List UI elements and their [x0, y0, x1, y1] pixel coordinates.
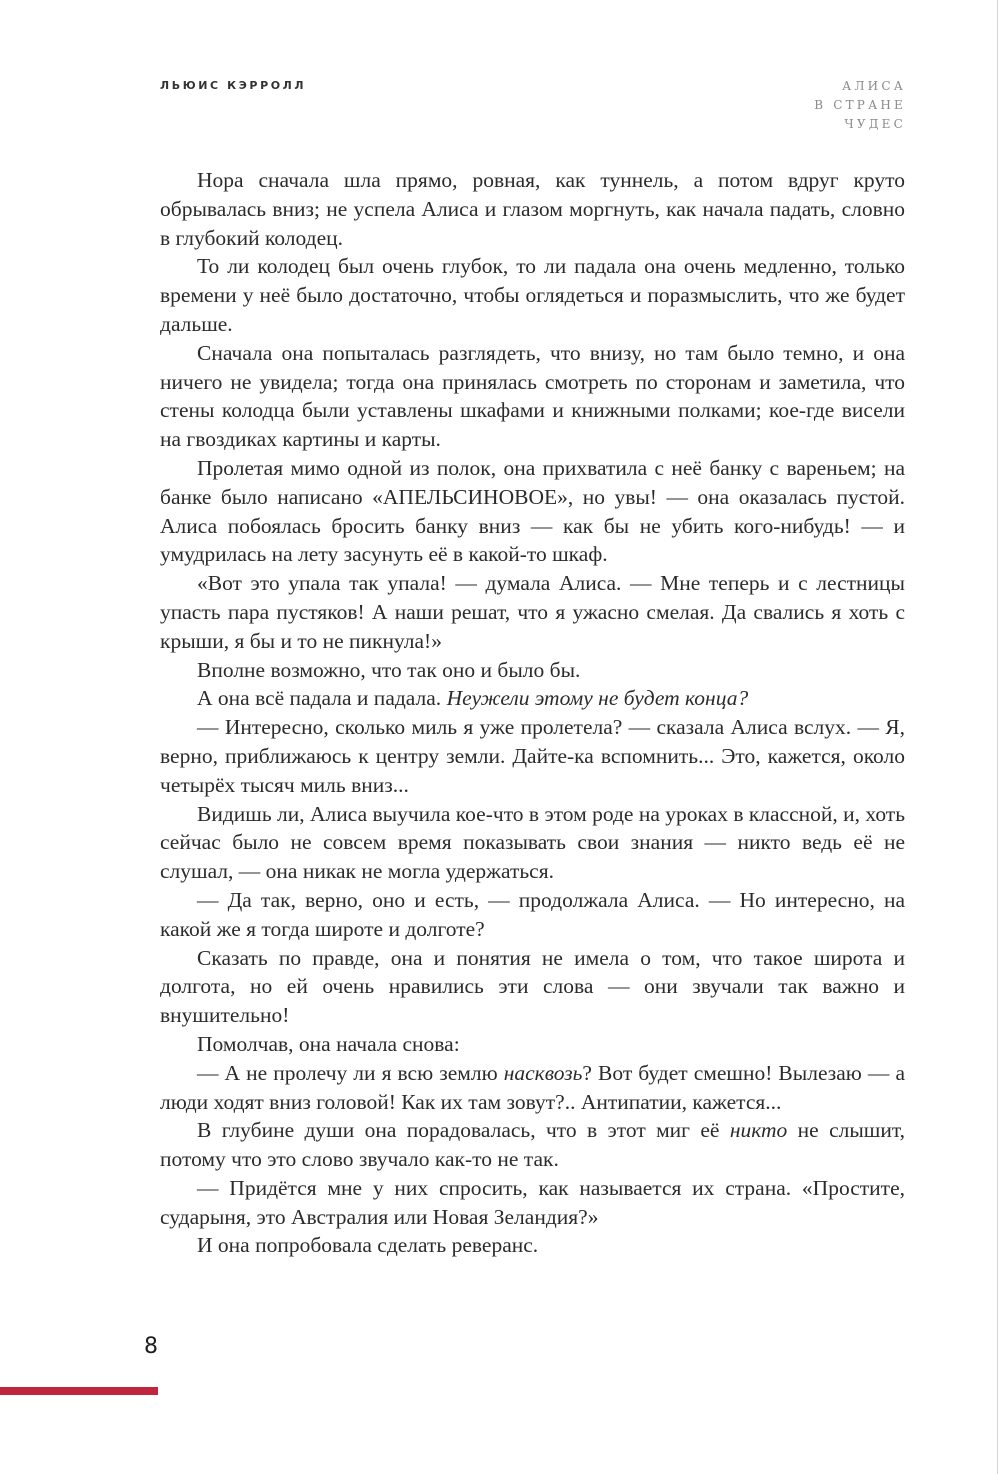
- text-run: Видишь ли, Алиса выучила кое-что в этом роде на уроках в классной, и, хоть сейчас было не совсем время показывать свои знания — никто ведь её не слушал, — она никак не могла удержаться.: [160, 801, 906, 884]
- text-run: Вполне возможно, что так оно и было бы.: [197, 657, 581, 682]
- text-run: Сначала она попыталась разглядеть, что внизу, но там было темно, и она ничего не увидела; тогда она принялась смотреть по сторонам и заметила, что стены колодца были уставлены шкафами и книжными полками; кое-где висели на гвоздиках картины и карты.: [160, 340, 905, 452]
- paragraph: [160, 166, 905, 252]
- running-header-title-line: АЛИСА: [842, 79, 906, 93]
- italic-text: Неужели этому не будет конца?: [446, 686, 749, 711]
- text-run: — А не пролечу ли я всю землю: [197, 1060, 504, 1085]
- running-header-author: ЛЬЮИС КЭРРОЛЛ: [160, 79, 307, 92]
- paragraph: [160, 1059, 905, 1117]
- paragraph: [160, 339, 905, 454]
- running-header-book-title: [706, 77, 906, 134]
- text-run: Помолчав, она начала снова:: [197, 1031, 460, 1056]
- paragraph: [160, 1116, 905, 1174]
- text-run: Сказать по правде, она и понятия не имела о том, что такое широта и долгота, но ей очень нравились эти слова — они звучали так важно и внушительно!: [160, 945, 905, 1028]
- text-run: Пролетая мимо одной из полок, она прихватила с неё банку с вареньем; на банке было написано «АПЕЛЬСИНОВОЕ», но увы! — она оказалась пустой. Алиса побоялась бросить банку вниз — как бы не убить кого-нибудь! — и умудрилась на лету засунуть её в какой-то шкаф.: [160, 455, 905, 567]
- paragraph: [160, 656, 905, 685]
- text-run: А она всё падала и падала.: [197, 686, 447, 711]
- paragraph: [160, 713, 905, 799]
- italic-text: никто: [729, 1118, 788, 1143]
- paragraph: [160, 1030, 905, 1059]
- page-edge-rule: [997, 0, 998, 1474]
- text-run: В глубине души она порадовалась, что в этот миг её: [197, 1118, 730, 1143]
- paragraph: [160, 886, 905, 944]
- accent-bar: [0, 1387, 158, 1395]
- paragraph: [160, 944, 905, 1030]
- body-text: [160, 166, 905, 1260]
- text-run: — Придётся мне у них спросить, как называется их страна. «Простите, сударыня, это Австралия или Новая Зеландия?»: [160, 1175, 905, 1229]
- paragraph: [160, 454, 905, 569]
- paragraph: [160, 252, 905, 338]
- text-run: ? Вот будет смешно! Вылезаю — а люди ходят вниз головой! Как их там зовут?.. Антипатии, кажется...: [160, 1060, 905, 1114]
- text-run: И она попробовала сделать реверанс.: [197, 1233, 539, 1258]
- paragraph: [160, 1231, 905, 1260]
- text-run: То ли колодец был очень глубок, то ли падала она очень медленно, только времени у неё было достаточно, чтобы оглядеться и поразмыслить, что же будет дальше.: [160, 254, 905, 336]
- paragraph: [160, 1174, 905, 1232]
- running-header-title-line: ЧУДЕС: [844, 117, 906, 131]
- italic-text: насквозь: [503, 1060, 583, 1085]
- text-run: «Вот это упала так упала! — думала Алиса. — Мне теперь и с лестницы упасть пара пустяков! А наши решат, что я ужасно смелая. Да свались я хоть с крыши, я бы и то не пикнула!»: [160, 571, 905, 653]
- text-run: не слышит, потому что это слово звучало как-то не так.: [160, 1118, 906, 1172]
- text-run: — Да так, верно, оно и есть, — продолжала Алиса. — Но интересно, на какой же я тогда широте и долготе?: [160, 887, 905, 941]
- text-run: — Интересно, сколько миль я уже пролетела? — сказала Алиса вслух. — Я, верно, приближаюсь к центру земли. Дайте-ка вспомнить... Это, кажется, около четырёх тысяч миль вниз...: [160, 715, 905, 797]
- paragraph: [160, 684, 905, 713]
- running-header-title-line: В СТРАНЕ: [814, 98, 906, 112]
- paragraph: [160, 569, 905, 655]
- text-run: Нора сначала шла прямо, ровная, как туннель, а потом вдруг круто обрывалась вниз; не успела Алиса и глазом моргнуть, как начала падать, словно в глубокий колодец.: [160, 168, 905, 250]
- paragraph: [160, 800, 905, 886]
- page-number: 8: [144, 1334, 158, 1359]
